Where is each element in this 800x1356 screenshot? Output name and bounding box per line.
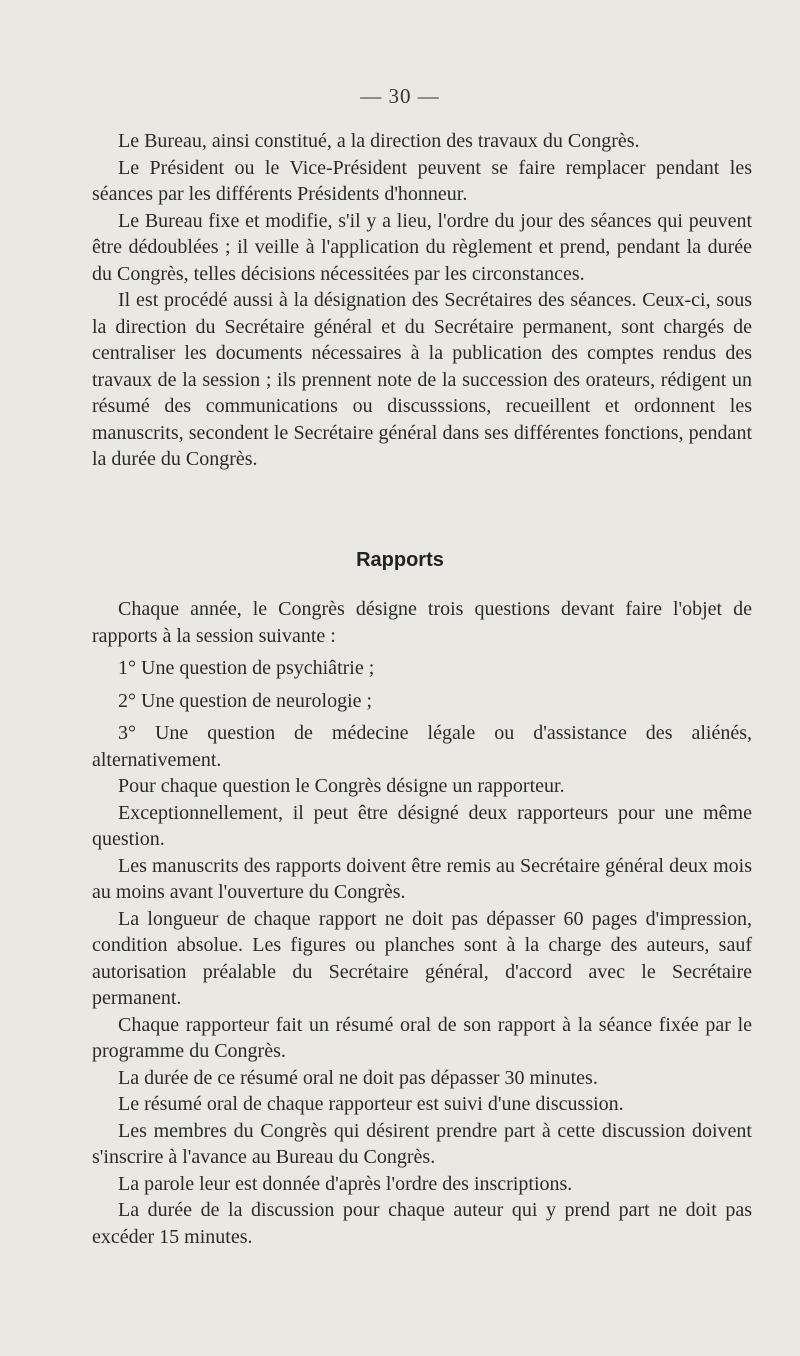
paragraph: La longueur de chaque rapport ne doit pas dépasser 60 pages d'impression, condition absolue. Les figures ou planches sont à la charge des auteurs, sauf autorisation préalable du Secrétaire général, d'accord avec le Secrétaire permanent. bbox=[92, 907, 752, 1009]
paragraph-intro: Chaque année, le Congrès désigne trois questions devant faire l'objet de rapports à la session suivante : bbox=[92, 598, 752, 647]
paragraph: Le Bureau, ainsi constitué, a la direction des travaux du Congrès. bbox=[118, 130, 640, 152]
paragraph: Chaque rapporteur fait un résumé oral de son rapport à la séance fixée par le programme du Congrès. bbox=[92, 1013, 752, 1062]
paragraph: La durée de ce résumé oral ne doit pas dépasser 30 minutes. bbox=[118, 1066, 598, 1089]
bureau-section bbox=[92, 128, 752, 473]
paragraph: La parole leur est donnée d'après l'ordre des inscriptions. bbox=[118, 1172, 573, 1195]
paragraph: Le résumé oral de chaque rapporteur est suivi d'une discussion. bbox=[118, 1093, 624, 1115]
list-item: 1° Une question de psychiâtrie ; bbox=[118, 657, 375, 679]
paragraph: Le Président ou le Vice-Président peuvent se faire remplacer pendant les séances par les différents Présidents d'honneur. bbox=[92, 156, 752, 205]
list-item: 3° Une question de médecine légale ou d'assistance des aliénés, alternativement. bbox=[92, 722, 752, 771]
paragraph: Les membres du Congrès qui désirent prendre part à cette discussion doivent s'inscrire à l'avance au Bureau du Congrès. bbox=[92, 1119, 752, 1168]
paragraph: Pour chaque question le Congrès désigne un rapporteur. bbox=[118, 775, 565, 797]
section-heading-rapports: Rapports bbox=[356, 549, 444, 571]
paragraph: Exceptionnellement, il peut être désigné deux rapporteurs pour une même question. bbox=[92, 801, 752, 850]
paragraph: Il est procédé aussi à la désignation des Secrétaires des séances. Ceux-ci, sous la direction du Secrétaire général et du Secrétaire permanent, sont chargés de centraliser les documents nécessaires à la publication des comptes rendus des travaux de la session ; ils prennent note de la succession des orateurs, rédigent un résumé des communications ou discusssions, recueillent et ordonnent les manuscrits, secondent le Secrétaire général dans ses différentes fonctions, pendant la durée du Congrès. bbox=[92, 289, 752, 470]
rapports-section bbox=[92, 596, 752, 1250]
list-item: 2° Une question de neurologie ; bbox=[118, 689, 373, 712]
paragraph: Le Bureau fixe et modifie, s'il y a lieu, l'ordre du jour des séances qui peuvent être dédoublées ; il veille à l'application du règlement et prend, pendant la durée du Congrès, telles décisions nécessitées par les circonstances. bbox=[92, 209, 752, 285]
page-number: — 30 — bbox=[360, 84, 440, 108]
paragraph: Les manuscrits des rapports doivent être remis au Secrétaire général deux mois au moins avant l'ouverture du Congrès. bbox=[92, 854, 752, 903]
paragraph: La durée de la discussion pour chaque auteur qui y prend part ne doit pas excéder 15 minutes. bbox=[92, 1199, 752, 1248]
